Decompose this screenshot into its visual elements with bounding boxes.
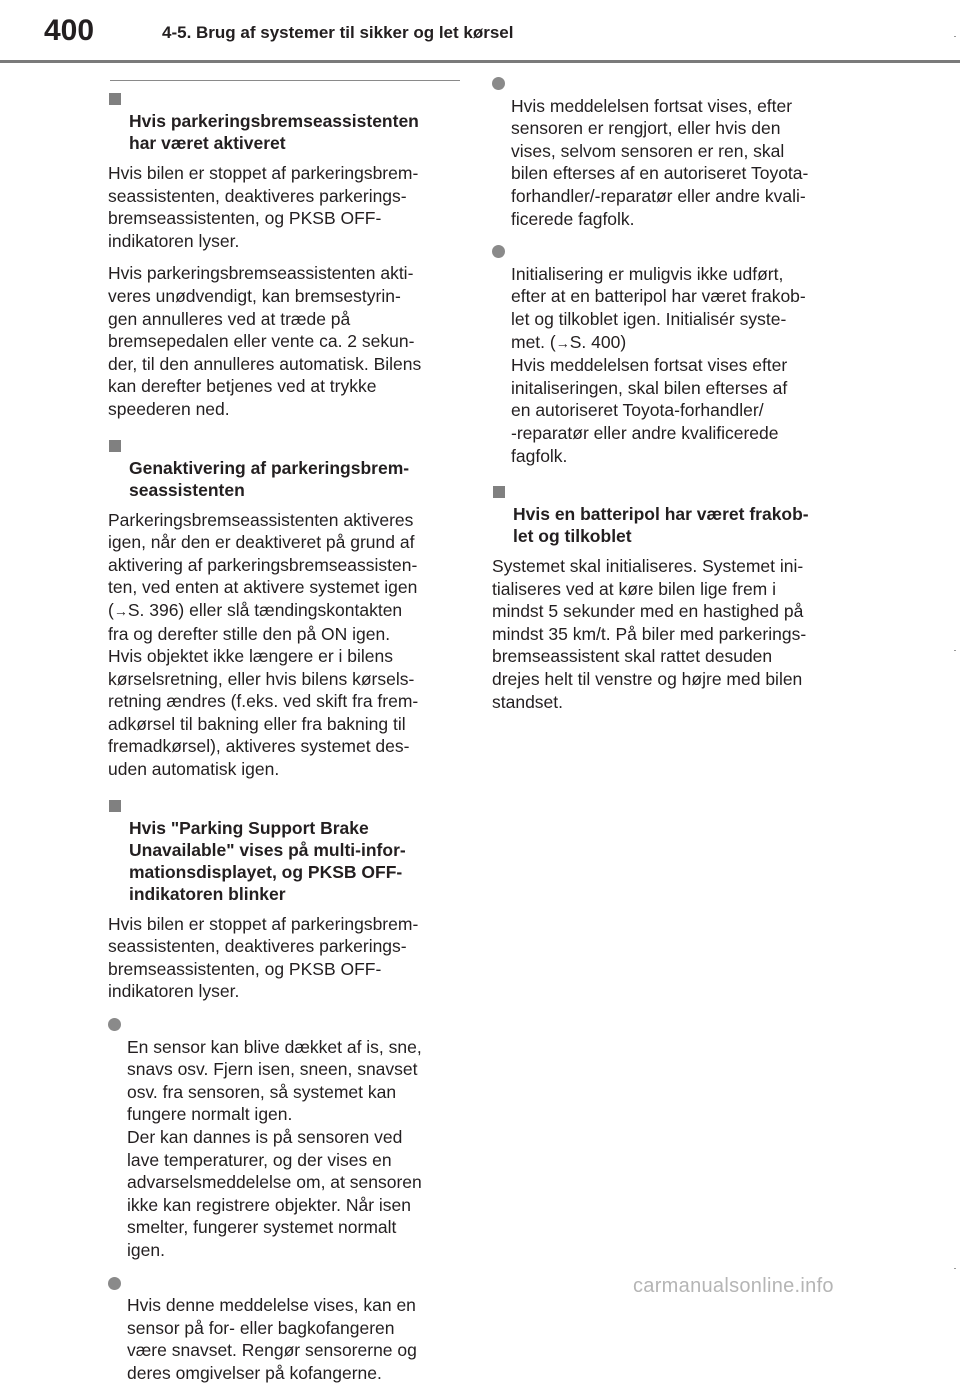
square-bullet-icon — [109, 93, 121, 105]
subheading-reactivation — [108, 435, 463, 501]
section-title: 4-5. Brug af systemer til sikker og let kørsel — [162, 23, 514, 42]
list-item-text: Hvis meddelelsen fortsat vises, efter sensoren er rengjort, eller hvis den vises, selvom sensoren er ren, skal bilen efterses af en autoriseret Toyota- forhandler/-reparatør eller andre kvali- ficerede fagfolk. — [511, 95, 809, 229]
list-item-text-part: S. 400) Hvis meddelelsen fortsat vises efter initaliseringen, skal bilen efterses af en autoriseret Toyota-forhandler/ -reparatør eller andre kvalificerede fagfolk. — [511, 331, 788, 466]
subheading-text: Hvis parkeringsbremseassistenten har været aktiveret — [129, 111, 419, 153]
right-column — [492, 72, 847, 723]
list-item-text — [511, 264, 806, 466]
round-bullet-icon — [492, 245, 505, 258]
list-item-text: Hvis denne meddelelse vises, kan en sensor på for- eller bagkofangeren være snavset. Rengør sensorerne og deres omgivelser på kofangerne. — [127, 1295, 417, 1383]
subheading-text: Genaktivering af parkeringsbrem- seassistenten — [129, 457, 410, 500]
subheading-battery-disconnected — [492, 481, 847, 547]
list-item — [492, 72, 847, 230]
list-item-text: En sensor kan blive dækket af is, sne, snavs osv. Fjern isen, sneen, snavset osv. fra sensoren, så systemet kan fungere normalt igen. Der kan dannes is på sensoren ved lave temperaturer, og der vises en advarselsmeddelelse om, at sensoren ikke kan registrere objekter. Når isen smelter, fungerer systemet normalt igen. — [127, 1036, 422, 1260]
round-bullet-icon — [108, 1277, 121, 1290]
crop-mark — [954, 650, 956, 651]
watermark: carmanualsonline.info — [633, 1275, 834, 1297]
paragraph — [108, 509, 463, 781]
paragraph: Hvis bilen er stoppet af parkeringsbrem- seassistenten, deaktiveres parkerings- bremseassistenten, og PKSB OFF- indikatoren lyser. — [108, 913, 419, 1002]
square-bullet-icon — [109, 800, 121, 812]
subheading-unavailable-message — [108, 795, 463, 905]
paragraph-text: S. 396) eller slå tændingskontakten fra og derefter stille den på ON igen. Hvis objektet ikke længere er i bilens kørselsretning, eller hvis bilens kørsels- retning ændres (f.eks. ved skift fra frem- adkørsel til bakning eller fra bakning til fremadkørsel), aktiveres systemet des- uden automatisk igen. — [108, 599, 419, 780]
list-item-text-part: Initialisering er muligvis ikke udført, efter at en batteripol har været frakob- let og tilkoblet igen. Initialisér syste- met. ( — [511, 263, 806, 352]
paragraph-text: Parkeringsbremseassistenten aktiveres igen, når den er deaktiveret på grund af aktivering af parkeringsbremseassisten- ten, ved enten at aktivere systemet igen ( — [108, 509, 418, 620]
page-header — [0, 0, 960, 62]
page-reference-arrow-icon: → — [113, 602, 128, 619]
left-column — [108, 88, 463, 1395]
page-number: 400 — [44, 14, 95, 47]
list-item — [108, 1013, 463, 1262]
paragraph: Systemet skal initialiseres. Systemet ini- tialiseres ved at køre bilen lige frem i mindst 5 sekunder med en hastighed på mindst 35 km/t. På biler med parkerings- bremseassistent skal rattet desuden drejes helt til venstre og højre med bilen standset. — [492, 556, 807, 712]
subheading-text: Hvis en batteripol har været frakob- let og tilkoblet — [513, 504, 809, 547]
list-item — [108, 1272, 463, 1385]
column-top-divider — [110, 80, 460, 81]
square-bullet-icon — [493, 486, 505, 498]
square-bullet-icon — [109, 440, 121, 452]
subheading-parking-brake-activated — [108, 88, 463, 154]
page-reference-arrow-icon: → — [555, 334, 570, 351]
list-item — [492, 240, 847, 467]
subheading-text: Hvis "Parking Support Brake Unavailable" vises på multi-infor- mationsdisplayet, og PKSB OFF- indikatoren blinker — [129, 817, 406, 904]
paragraph: Hvis bilen er stoppet af parkeringsbrem- seassistenten, deaktiveres parkerings- bremseassistenten, og PKSB OFF- indikatoren lyser. — [108, 163, 419, 251]
round-bullet-icon — [108, 1018, 121, 1031]
crop-mark — [954, 1268, 956, 1269]
round-bullet-icon — [492, 77, 505, 90]
header-divider — [0, 60, 960, 63]
crop-mark — [954, 36, 956, 37]
paragraph: Hvis parkeringsbremseassistenten akti- veres unødvendigt, kan bremsestyrin- gen annulleres ved at træde på bremsepedalen eller vente ca. 2 sekun- der, til den annulleres automatisk. Bilens kan derefter betjenes ved at trykke speederen ned. — [108, 263, 422, 419]
